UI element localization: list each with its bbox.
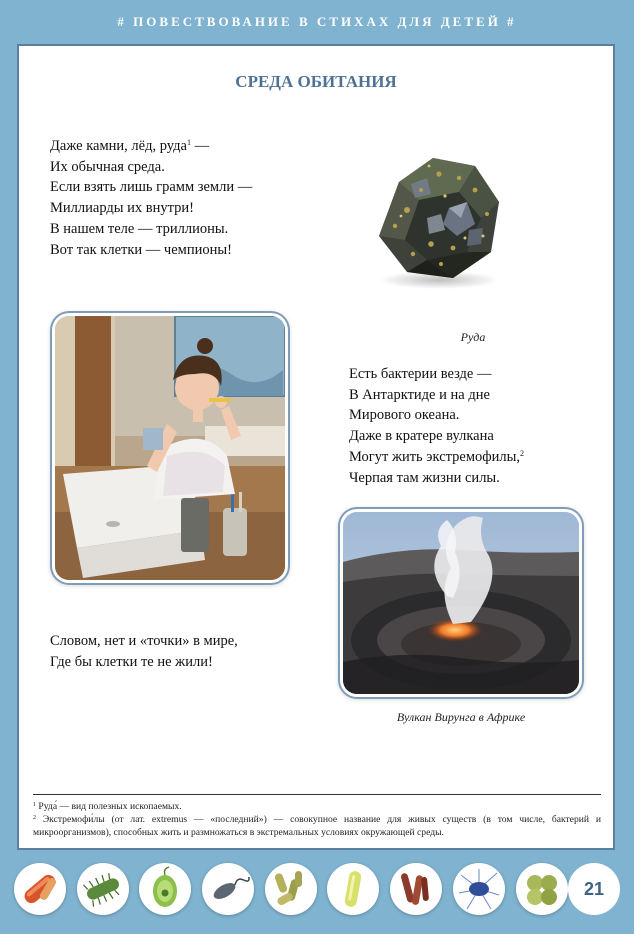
stanza-2-line-4: Даже в кратере вулкана — [349, 428, 494, 445]
stanza-2-line-6: Черпая там жизни силы. — [349, 469, 500, 486]
euglena-icon — [139, 863, 191, 915]
stanza-2-line-5: Могут жить экстремофилы,$^2$ — [349, 448, 525, 465]
microbe-icon-strip — [0, 855, 634, 934]
stanza-1-line-4: Миллиарды их внутри! — [50, 200, 194, 217]
series-header — [0, 0, 634, 44]
series-header-label: # ПОВЕСТВОВАНИЕ В СТИХАХ ДЛЯ ДЕТЕЙ # — [117, 14, 517, 29]
ore-caption: Руда — [460, 330, 486, 344]
girl-photo — [55, 316, 285, 580]
footnote-ref-2: 2 — [520, 448, 525, 458]
green-cocci-icon — [516, 863, 568, 915]
volcano-caption: Вулкан Вирунга в Африке — [396, 710, 526, 724]
green-spiky-bacterium-icon — [77, 863, 129, 915]
stanza-1-line-5: В нашем теле — триллионы. — [50, 220, 229, 237]
ore-image — [371, 144, 507, 295]
book-page — [17, 44, 615, 850]
brown-rod-bacteria-icon — [390, 863, 442, 915]
footnote-2: $^2$ Экстремофи́лы (от лат. extremus — «последний») — совокупное название для живых существ (в том числе, бактерий и микроорганизмов), способных жить и размножаться в экстремальных условиях окружающей среды. — [33, 814, 601, 838]
stanza-1-line-3: Если взять лишь грамм земли — — [50, 179, 253, 196]
stanza-3 — [50, 631, 238, 672]
stanza-1-line-1: Даже камни, лёд, руда$^1$ — — [50, 138, 210, 154]
stanza-2 — [349, 364, 524, 488]
stanza-2-line-1: Есть бактерии везде — — [349, 366, 492, 382]
footnote-1: $^1$ Руда́ — вид полезных ископаемых. — [33, 801, 182, 812]
stanza-1 — [50, 136, 252, 260]
rod-bacteria-cluster-icon — [265, 863, 317, 915]
red-bacillus-icon — [14, 863, 66, 915]
footnotes — [33, 794, 601, 839]
volcano-photo — [343, 512, 579, 694]
footnote-ref-1: 1 — [186, 138, 191, 147]
page-title: СРЕДА ОБИТАНИЯ — [235, 72, 397, 91]
stanza-3-line-1: Словом, нет и «точки» в мире, — [50, 633, 238, 649]
stanza-3-line-2: Где бы клетки те не жили! — [50, 653, 213, 670]
blue-hairy-microbe-icon — [453, 863, 505, 915]
stanza-2-line-3: Мирового океана. — [349, 407, 460, 424]
flagellated-bacterium-icon — [202, 863, 254, 915]
yellow-bacillus-icon — [327, 863, 379, 915]
stanza-1-line-2: Их обычная среда. — [50, 158, 165, 175]
page-number: 21 — [568, 863, 620, 915]
stanza-1-line-6: Вот так клетки — чемпионы! — [50, 241, 232, 258]
stanza-2-line-2: В Антарктиде и на дне — [349, 386, 490, 403]
